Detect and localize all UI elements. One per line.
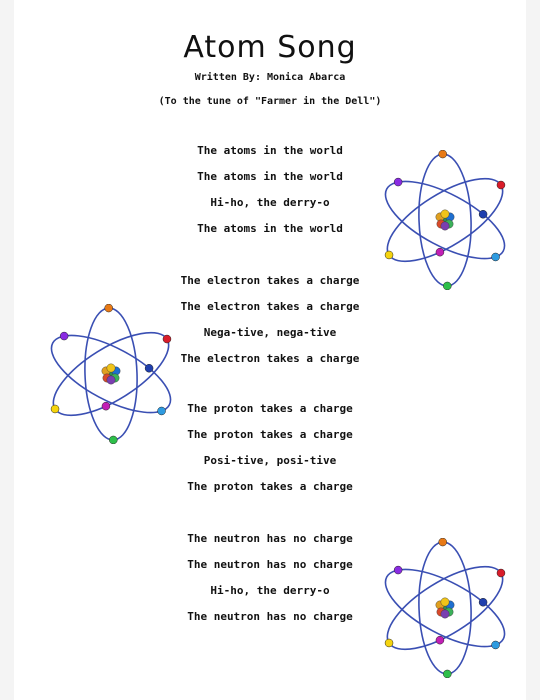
verse-line: The electron takes a charge bbox=[180, 300, 360, 313]
verse-line: Hi-ho, the derry-o bbox=[210, 196, 330, 209]
song-title: Atom Song bbox=[183, 30, 357, 65]
electron bbox=[439, 150, 447, 158]
electron bbox=[497, 181, 505, 189]
verse-line: The proton takes a charge bbox=[187, 402, 353, 415]
electron bbox=[479, 210, 487, 218]
verse-line: The proton takes a charge bbox=[187, 480, 353, 493]
verse-line: The electron takes a charge bbox=[180, 352, 360, 365]
atom-nucleus bbox=[102, 364, 120, 384]
nucleon bbox=[107, 364, 115, 372]
electron bbox=[443, 282, 451, 290]
electron bbox=[385, 251, 393, 259]
atom-icon bbox=[370, 150, 520, 290]
verse-line: The electron takes a charge bbox=[180, 274, 360, 287]
electron bbox=[443, 670, 451, 678]
electron bbox=[492, 253, 500, 261]
song-sheet bbox=[14, 0, 526, 700]
verse-line: Hi-ho, the derry-o bbox=[210, 584, 330, 597]
verse-line: The atoms in the world bbox=[197, 170, 343, 183]
atom-icon bbox=[370, 538, 520, 678]
verse-line: The atoms in the world bbox=[197, 222, 343, 235]
nucleon bbox=[441, 222, 449, 230]
electron bbox=[105, 304, 113, 312]
atom-nucleus bbox=[436, 598, 454, 618]
nucleon bbox=[107, 376, 115, 384]
verse-line: Posi-tive, posi-tive bbox=[203, 454, 337, 467]
electron bbox=[394, 566, 402, 574]
nucleon bbox=[441, 598, 449, 606]
verse-line: The neutron has no charge bbox=[187, 558, 353, 571]
verse-line: The proton takes a charge bbox=[187, 428, 353, 441]
verse-line: The atoms in the world bbox=[197, 144, 343, 157]
tune-credit: (To the tune of "Farmer in the Dell") bbox=[158, 96, 382, 107]
electron bbox=[492, 641, 500, 649]
electron bbox=[439, 538, 447, 546]
electron bbox=[436, 636, 444, 644]
verse-line: The neutron has no charge bbox=[187, 532, 353, 545]
nucleon bbox=[441, 210, 449, 218]
electron bbox=[51, 405, 59, 413]
atom-icon bbox=[36, 304, 186, 444]
electron bbox=[102, 402, 110, 410]
electron bbox=[158, 407, 166, 415]
electron bbox=[109, 436, 117, 444]
verse-line: Nega-tive, nega-tive bbox=[203, 326, 337, 339]
electron bbox=[385, 639, 393, 647]
nucleon bbox=[441, 610, 449, 618]
verse-line: The neutron has no charge bbox=[187, 610, 353, 623]
electron bbox=[60, 332, 68, 340]
electron bbox=[145, 364, 153, 372]
author-credit: Written By: Monica Abarca bbox=[194, 72, 346, 83]
electron bbox=[163, 335, 171, 343]
electron bbox=[394, 178, 402, 186]
atom-nucleus bbox=[436, 210, 454, 230]
electron bbox=[497, 569, 505, 577]
electron bbox=[436, 248, 444, 256]
electron bbox=[479, 598, 487, 606]
